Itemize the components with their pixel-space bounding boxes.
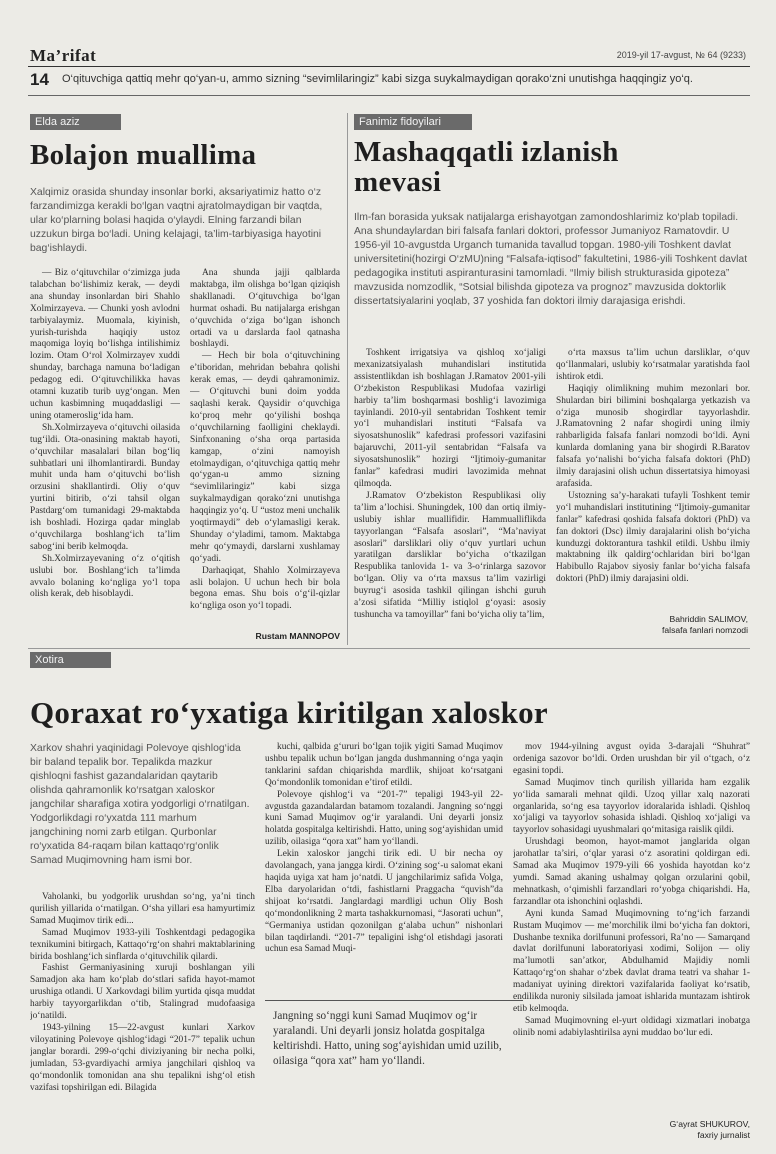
paragraph: Darhaqiqat, Shahlo Xolmirzayeva asli bolajon. U uchun hech bir bola begona emas. Shu bois o‘g‘il-qizlar ko‘ngliga oson yo‘l topadi. [190,565,340,612]
paragraph: Sh.Xolmirzayevaning o‘z o‘qitish uslubi bor. Boshlang‘ich ta’limda avvalo bolaning ko‘ngliga yo‘l topa olish kerak, deb hisoblaydi. [30,553,180,600]
article2-column-2 [556,348,750,608]
paragraph: Sh.Xolmirzayeva o‘qituvchi oilasida tug‘ildi. Ota-onasining maktab hayoti, o‘quvchilar masalalari bilan bog‘liq suhbatlari uni ilhomlantirardi. Bunday muhit unda ham o‘qituvchi bo‘lish orzusini shakllantirdi. Oliy o‘quv yurtini bitirib, o‘zi tahsil olgan Pastdarg‘om tumanidagi 29-maktabda ish boshladi. Hozirga qadar minglab o‘quvchilarga boshlang‘ich ta’lim sabog‘ini berib kelmoqda. [30,422,180,552]
article1-lead: Xalqimiz orasida shunday insonlar borki, aksariyatimiz hatto o‘z farzandimizga kerakli bo‘lgan vaqtni ajratolmaydigan bir vaqtda, ular ko‘plarning bolasi haqida o‘ylaydi. Elning farzandi bilan uzzukun birga bo‘ladi. Uning kelajagi, ta’lim-tarbiyasiga hayotini bag‘ishlaydi. [30,187,323,254]
page-tagline: O‘qituvchiga qattiq mehr qo‘yan-u, ammo sizning “sevimlilaringiz” kabi sizga suykalmaydigan qorako‘zni unutishga haqqingiz yo‘q. [62,73,693,85]
paragraph: Lekin xaloskor jangchi tirik edi. U bir necha oy davolangach, yana jangga kirdi. O‘zining sog‘-u salomat ekani haqida uyiga xat ham jo‘natdi. U jangchilarimiz safida Volga, Elba daryolaridan o‘tdi, fashistlarni Praggacha “quvish”da shijoat ko‘rsatdi. Janglardagi mardligi uchun Oliy Bosh qo‘mondonlikning 2 marta tashakkurnomasi, “Jasorati uchun”, “Germaniya ustidan qozonilgan g‘alaba uchun” nishonlari bilan taqdirlandi. “201-7” tepaligini ishg‘ol etishdagi jasorati uchun esa Samad Muqi- [265,849,503,955]
article2-column-1 [354,348,546,640]
paragraph: Fashist Germaniyasining xuruji boshlangan yili Samadjon aka ham ko‘plab do‘stlari safida hayot-mamot urushiga otlandi. U Xarkovdagi bilim yurtida qisqa muddat harbiy tayyorgarlikdan o‘tib, Stalingrad mudofaasiga jo‘natildi. [30,963,255,1022]
issue-info: 2019-yil 17-avgust, № 64 (9233) [616,50,746,60]
article3-headline: Qoraxat ro‘yxatiga kiritilgan xaloskor [30,695,548,730]
paragraph: Samad Muqimov 1933-yili Toshkentdagi pedagogika texnikumini bitirgach, Kattaqo‘rg‘on shahri maktablarining birida boshlang‘ich sinflarda o‘qituvchilik qilardi. [30,927,255,962]
paragraph: Samad Muqimovning el-yurt oldidagi xizmatlari inobatga olinib nomi adabiylashtirilsa ayni muddao bo‘lur edi. [513,1015,750,1038]
paragraph: 1943-yilning 15—22-avgust kunlari Xarkov viloyatining Polevoye qishlog‘idagi “201-7” tepalik uchun janglar borardi. 299-o‘qchi diviziyaning bir necha polki, jumladan, 53-gvardiyachi armiya jangchilari qishloq va qo‘mondonlik tomonidan ana shu tepalikni ishg‘ol etish vazifasi topshirilgan edi. Bilagida [30,1022,255,1093]
paragraph: Toshkent irrigatsiya va qishloq xo‘jaligi mexanizatsiyalash muhandislari institutida assistentlikdan ish boshlagan J.Ramatov 2001-yili O‘zbekiston Respublikasi Mudofaa vazirligi harbiy ta’lim boshqarmasi boshlig‘i lavozimiga tayinlandi. 2010-yil sentabridan Toshkent temir yo‘l muhandislari instituti “Falsafa va siyosatshunoslik” kafedrasi professori vazifasini bajaruvchi, 2011-yil sentabridan “Falsafa va siyosatshunoslik” hozirgi “Ijtimoiy-gumanitar fanlar” kafedrasi mudiri lavozimida mehnat qilmoqda. [354,348,546,489]
author-name: Bahriddin SALIMOV, [669,614,748,624]
article2-lead: Ilm-fan borasida yuksak natijalarga erishayotgan zamondoshlarimiz ko‘plab topiladi. Ana shundaylardan biri falsafa fanlari doktori, professor Jumaniyoz Ramatovdir. U 1956-yil 10-avgustda Urganch tumanida tavallud topgan. 1980-yili Toshkent davlat universitetini(hozirgi O‘zMU)ning “Falsafa-iqtisod” fakultetini, 1986-yili Toshkent davlat pedagogika instituti aspiranturasini tamomladi. “Ilmiy bilish strukturasida gipoteza” mavzusida nomzodlik, “Sotsial bilishda gipoteza va prognoz” mavzusida doktorlik dissertatsiyalarini yoqlab, 37 yoshida fan doktori ilmiy darajasiga erishdi. [354,212,748,307]
article1-author [190,631,340,642]
paragraph: kuchi, qalbida g‘ururi bo‘lgan tojik yigiti Samad Muqimov ushbu tepalik uchun bo‘lgan jangda dushmanning o‘nga yaqin tanklarini safdan chiqarishda mardlik, shijoat ko‘rsatgani Qo‘mondonlik tomonidan e’tirof etildi. [265,742,503,788]
article2-author [556,614,748,636]
article3-author [540,1119,750,1141]
tagline-rule [28,95,750,96]
paragraph: Urushdagi beomon, hayot-mamot janglarida olgan jarohatlar ta’siri, o‘qlar yarasi o‘z asoratini qoldirgan edi. Samad aka Muqimov 1979-yili 66 yoshida hayotdan ko‘z yumdi. Samad akaning ushalmay qolgan orzularini qobil, mehnatkash, o‘qimishli farzandlari ro‘yobga chiqarishdi. Ha, farzandlar ota ishonchini oqlashdi. [513,837,750,907]
paragraph: o‘rta maxsus ta’lim uchun darsliklar, o‘quv qo‘llanmalari, uslubiy ko‘rsatmalar yaratishda faol ishtirok etdi. [556,348,750,382]
headline-line: Mashaqqatli izlanish [354,136,619,168]
author-name: G‘ayrat SHUKUROV, [669,1119,750,1129]
column-divider [347,113,348,645]
article3-column-1 [30,892,255,1140]
article3-lead: Xarkov shahri yaqinidagi Polevoye qishlog‘ida bir baland tepalik bor. Tepalikda mazkur qishloqni fashist gazandalaridan qaytarib olishda qahramonlik ko‘rsatgan xaloskor jangchilar sharafiga xotira yodgorligi o‘rnatilgan. Yodgorlikdagi ro‘yxatda 111 marhum jangchining nomi zarb etilgan. Qurbonlar ro‘yxatida 84-raqam bilan kattaqo‘rg‘onlik Samad Muqimovning ham ismi bor. [30,743,250,866]
headline-line: mevasi [354,166,442,199]
rubric-xotira: Xotira [30,652,111,668]
section-divider [28,648,750,649]
article3-column-3 [513,742,750,1092]
article3-column-2 [265,742,503,994]
article3-pullquote: Jangning so‘nggi kuni Samad Muqimov og‘ir yaralandi. Uni deyarli jonsiz holatda gospitalga keltirishdi. Hatto, uning sog‘ayishidan umid uzilib, oilasiga “qora xat” ham yo‘llandi. [265,1000,523,1073]
paragraph: — Hech bir bola o‘qituvchining e’tiboridan, mehridan bebahra qolishi kerak emas, — deydi qahramonimiz. — O‘qituvchi buni doim yodda saqlashi kerak. Qaysidir o‘quvchiga ko‘proq mehr qo‘yilishi boshqa o‘quvchilarning faolligini cheklaydi. Sinfxonaning o‘sha orqa partasida kamgap, o‘zini namoyish etolmaydigan, o‘qituvchiga qattiq mehr qo‘ygan-u ammo sizning “sevimlilaringiz” kabi sizga suykalmaydigan qorako‘zni unutishga haqqingiz yo‘q. U “ustoz meni unchalik yoqtirmaydi” deb o‘ylamasligi kerak. Shunday o‘yladimi, tamom. Maktabga mehr qo‘ymaydi, darslarni xushlamay qo‘yadi. [190,351,340,564]
masthead: Ma’rifat [30,46,97,65]
article1-column-1 [30,268,180,638]
author-title: faxriy jurnalist [697,1130,750,1140]
header-rule [28,66,750,67]
paragraph: Polevoye qishlog‘i va “201-7” tepaligi 1943-yil 22-avgustda gazandalardan batamom tozalandi. Jangning so‘nggi kuni Samad Muqimov og‘ir yaralandi. Uni deyarli jonsiz holatda gospitalga keltirishdi. Hatto, uning sog‘ayishidan umid uzilib, oilasiga “qora xat” ham yo‘llandi. [265,789,503,848]
paragraph: Samad Muqimov tinch qurilish yillarida ham ezgalik yo‘lida samarali mehnat qildi. Uzoq yillar xalq nazorati organlarida, so‘ng esa tayyorlov idoralarida ishladi. Qishloq xo‘jaligi va tayyorlov sohasida ishladi. Qishloq xo‘jaligi va tayyorlov sohasidagi uyushmalari qo‘mitasiga raislik qildi. [513,777,750,836]
paragraph: Ana shunda jajji qalblarda maktabga, ilm olishga bo‘lgan qiziqish shakllanadi. O‘qituvchiga bo‘lgan hurmat oshadi. Bu natijalarga erishgan o‘quvchida o‘ziga bo‘lgan ishonch ortadi va u darslarda faol qatnasha boshlaydi. [190,268,340,350]
paragraph: J.Ramatov O‘zbekiston Respublikasi oliy ta’lim a’lochisi. Shuningdek, 100 dan ortiq ilmiy-uslubiy ishlar muallifidir. Hammualliflikda tayyorlangan “Falsafa asoslari”, “Ma’naviyat asoslari” darsliklari oliy o‘quv yurtlari uchun yaratilgan darsliklar bo‘yicha o‘tkazilgan Respublika tanlovida 1- va 3-o‘rinlarga sazovor bo‘lgan. Oliy va o‘rta maxsus ta’lim vazirligi buyrug‘i asosida tashkil qilingan ishchi guruh a’zosi sifatida “Milliy istiqlol g‘oyasi: asosiy tushuncha va tamoyillar” fani bo‘yicha oliy ta’lim, [354,490,546,620]
paragraph: Ustozning sa’y-harakati tufayli Toshkent temir yo‘l muhandislari institutining “Ijtimoiy-gumanitar fanlar” kafedrasi qoshida falsafa doktori (PhD) va fan doktori (Dsc) ilmiy darajalarini olish bo‘yicha kunduzgi doktorantura tashkil etildi. Ushbu ilmiy maktabning ilk qaldirg‘ochlaridan biri bo‘lgan Habibullo Rajabov siyosiy fanlar bo‘yicha falsafa doktori (PhD) ilmiy darajasini oldi. [556,490,750,585]
paragraph: Haqiqiy olimlikning muhim mezonlari bor. Shulardan biri bilimini boshqalarga yetkazish va o‘ziga munosib shogirdlar tayyorlashdir. J.Ramatovning 2 nafar shogirdi uning ilmiy rahbarligida falsafa fanlari nomzodi bo‘ldi. Ayni kunlarda domlaning yana bir shogirdi R.Baratov falsafa yo‘nalishi bo‘yicha falsafa doktori (PhD) ilmiy darajasini olish uchun dissertatsiya himoyasi arafasida. [556,383,750,489]
rubric-fanimiz-fidoyilari: Fanimiz fidoyilari [354,114,472,130]
paragraph: Ayni kunda Samad Muqimovning to‘ng‘ich farzandi Rustam Muqimov — me’morchilik ilmi bo‘yicha fan doktori, Dushanbe texnika dorilfununi professori, Ra’no — Samarqand davlat dorilfununi laboratoriyasi xodimi, Solijon — oliy ma’lumotli san’atkor, Abdulhamid Majidiy nomli Kattaqo‘rg‘on shahar o‘zbek davlat drama teatri va shahar 1-madaniyat uyining direktori vazifalarida faoliyat ko‘rsatib, endilikda nuroniy silsilada jamoat ishlarida muntazam ishtirok etib kelmoqda. [513,908,750,1014]
author-name: Rustam MANNOPOV [255,631,340,641]
page-number: 14 [30,70,49,89]
paragraph: Vaholanki, bu yodgorlik urushdan so‘ng, ya’ni tinch qurilish yillarida o‘rnatilgan. O‘sha yillari esa hamyurtimiz Samad Muqimov tirik edi... [30,892,255,926]
article1-headline: Bolajon muallima [30,139,257,171]
article2-headline [354,137,619,198]
rubric-elda-aziz: Elda aziz [30,114,121,130]
paragraph: — Biz o‘qituvchilar o‘zimizga juda talabchan bo‘lishimiz kerak, — deydi ana shunday insonlardan biri Shahlo Xolmirzayeva. — Chunki yosh avlodni tarbiyalaymiz. Muomala, kiyinish, yurish-turishda haqiqiy ustoz maqomiga loyiq bo‘lishga intilishimiz lozim. Otam O‘rol Xolmirzayev xuddi shunday, barchaga namuna bo‘ladigan pedagog edi. O‘qituvchilikka havas otamni kuzatib turib uyg‘ongan. Men uchun kasbimning muqaddasligi — uning otameroslig‘ida ham. [30,268,180,421]
author-title: falsafa fanlari nomzodi [662,625,748,635]
article1-column-2 [190,268,340,628]
paragraph: mov 1944-yilning avgust oyida 3-darajali “Shuhrat” ordeniga sazovor bo‘ldi. Orden urushdan bir yil o‘tgach, o‘z egasini topdi. [513,742,750,776]
